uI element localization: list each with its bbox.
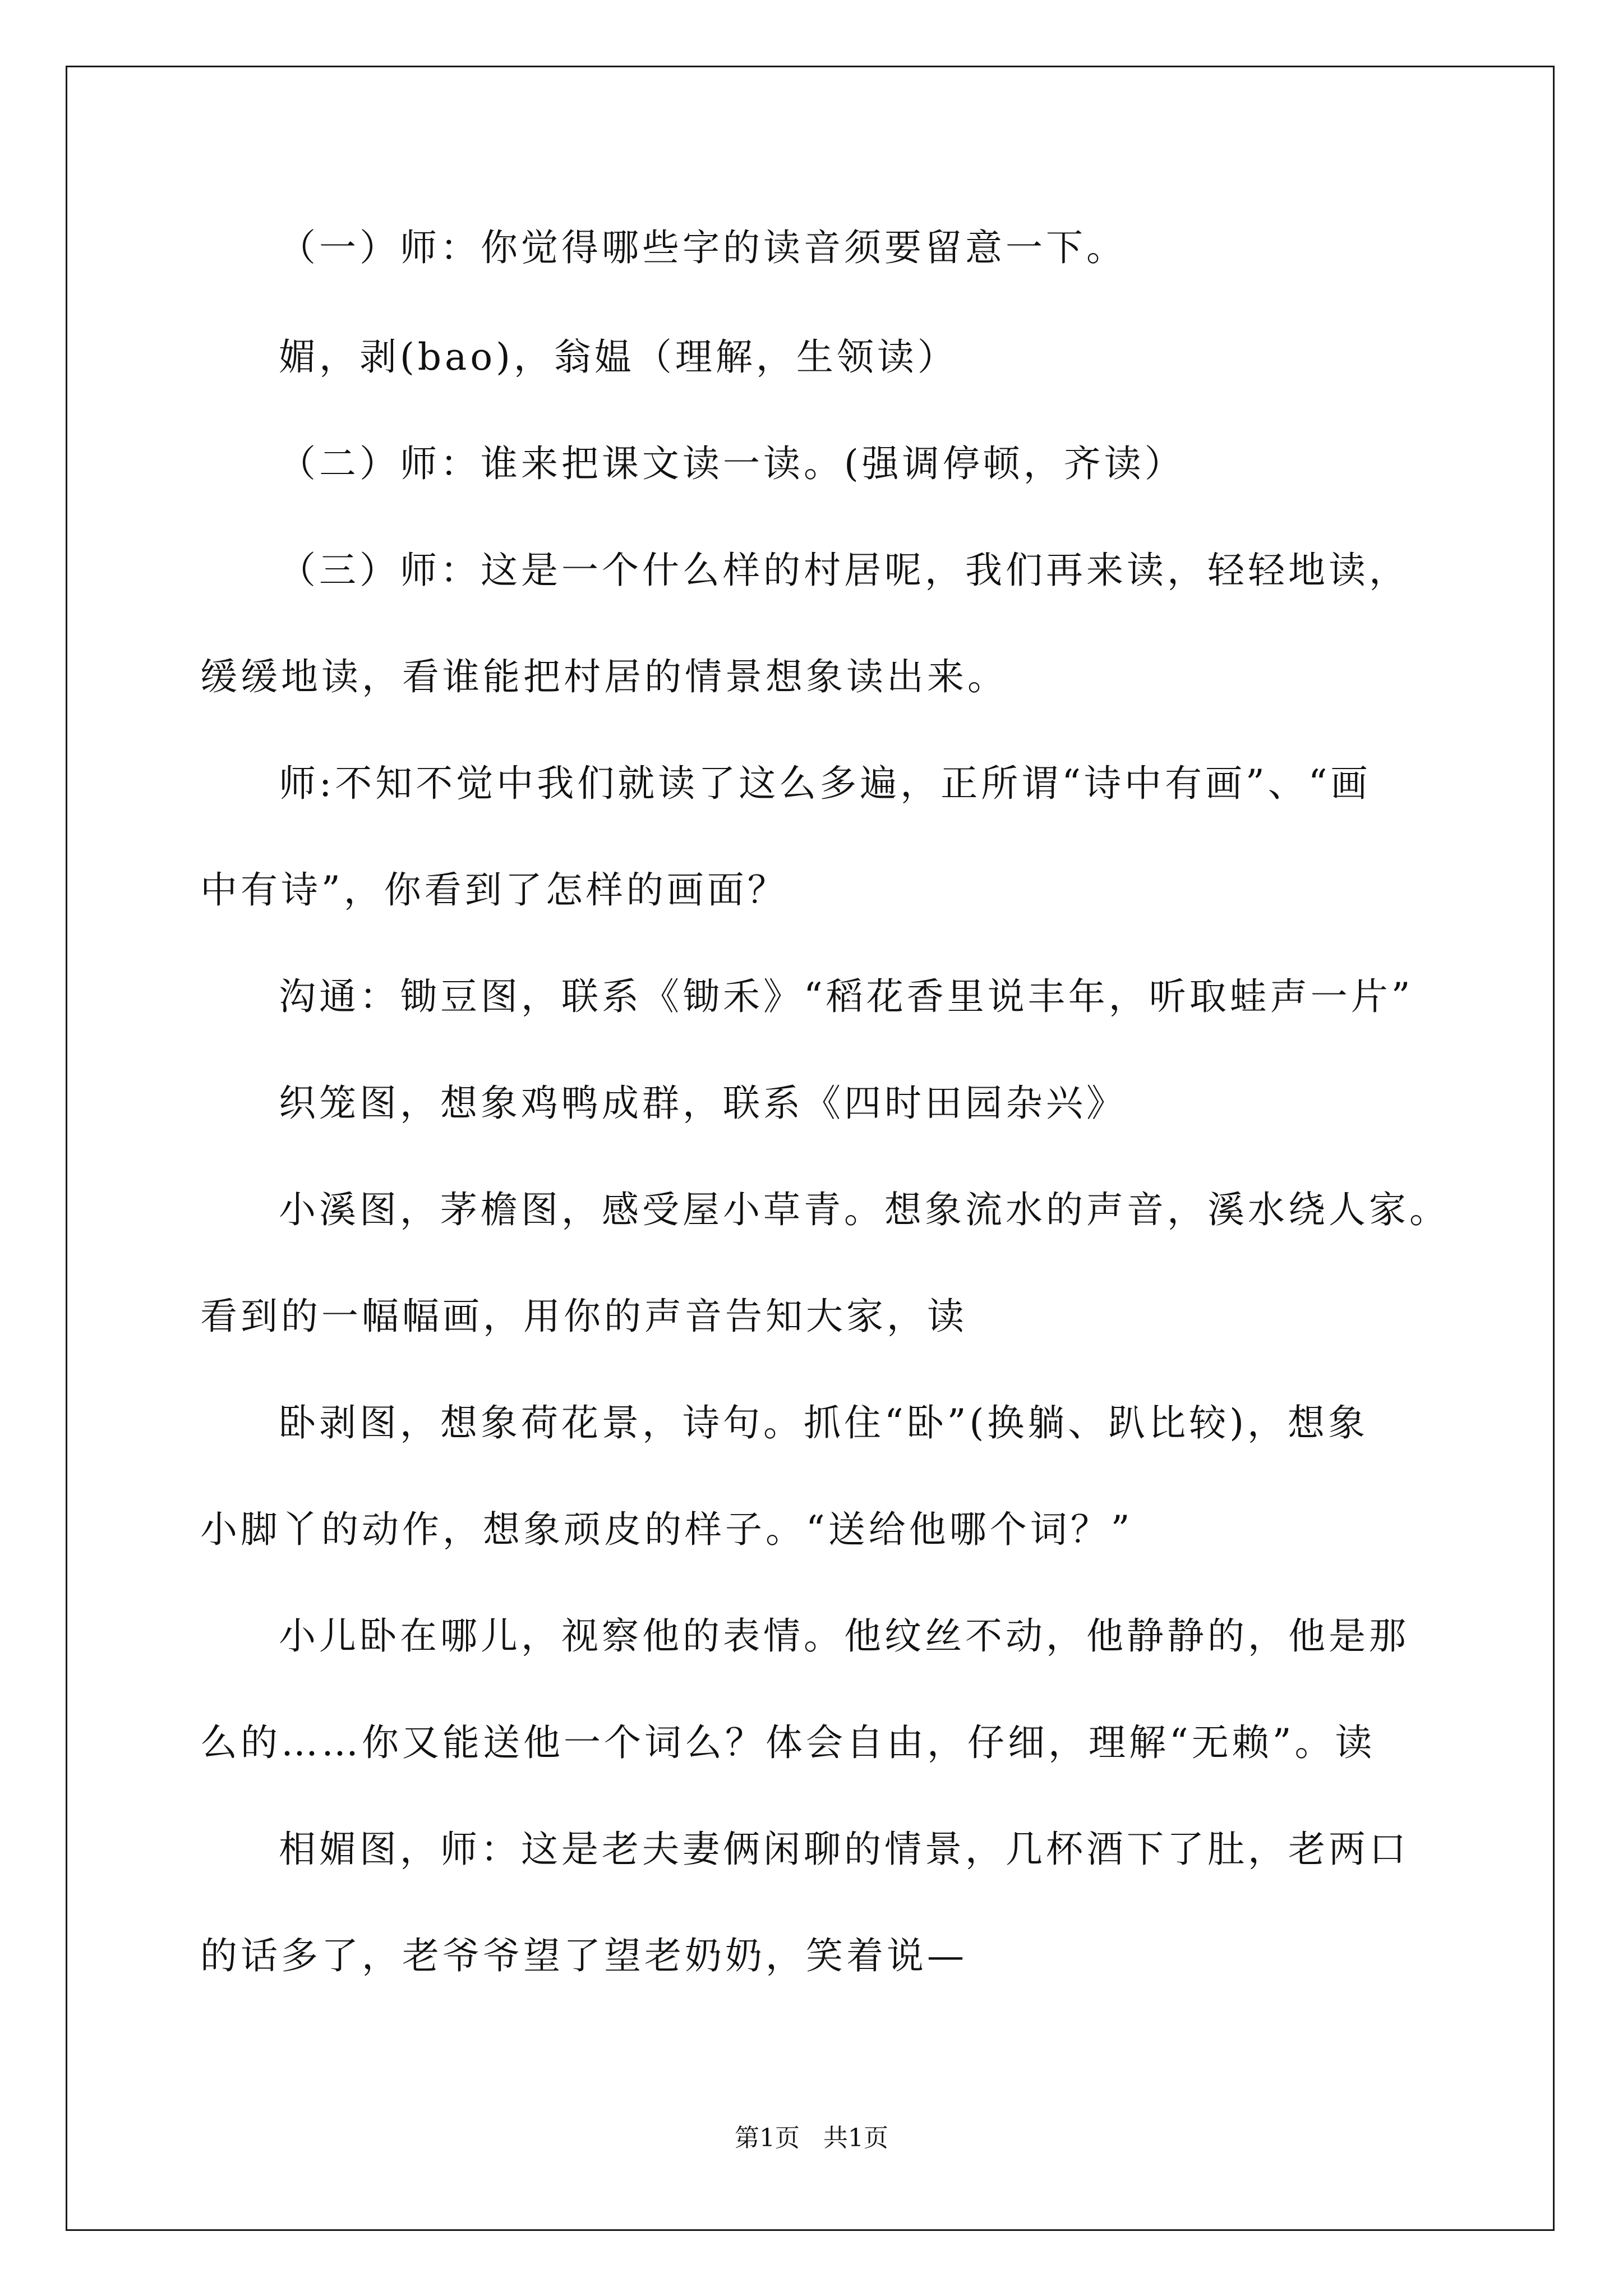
paragraph-line: 中有诗”，你看到了怎样的画面？ <box>200 868 788 912</box>
paragraph-line: 媚，剥(bao)，翁媪（理解，生领读） <box>279 335 958 379</box>
paragraph-line: 相媚图，师：这是老夫妻俩闲聊的情景，几杯酒下了肚，老两口 <box>279 1828 1409 1871</box>
paragraph-line: 小儿卧在哪儿，视察他的表情。他纹丝不动，他静静的，他是那 <box>279 1614 1409 1658</box>
paragraph-line: 小溪图，茅檐图，感受屋小草青。想象流水的声音，溪水绕人家。 <box>279 1188 1450 1231</box>
paragraph-line: （三）师：这是一个什么样的村居呢，我们再来读，轻轻地读， <box>279 549 1409 592</box>
paragraph-line: 沟通：锄豆图，联系《锄禾》“稻花香里说丰年，听取蛙声一片” <box>279 975 1414 1018</box>
page-number: 第1页 <box>735 2124 800 2152</box>
paragraph-line: 小脚丫的动作，想象顽皮的样子。“送给他哪个词？” <box>200 1508 1133 1551</box>
paragraph-line: 师:不知不觉中我们就读了这么多遍，正所谓“诗中有画”、“画 <box>279 762 1371 805</box>
page-border <box>66 66 1555 2231</box>
paragraph-line: 织笼图，想象鸡鸭成群，联系《四时田园杂兴》 <box>279 1082 1127 1125</box>
paragraph-line: 的话多了，老爷爷望了望老奶奶，笑着说— <box>200 1934 967 1977</box>
paragraph-line: 卧剥图，想象荷花景，诗句。抓住“卧”(换躺、趴比较)，想象 <box>279 1401 1368 1444</box>
paragraph-line: 缓缓地读，看谁能把村居的情景想象读出来。 <box>200 655 1008 698</box>
paragraph-line: （一）师：你觉得哪些字的读音须要留意一下。 <box>279 226 1127 269</box>
page-footer <box>0 2123 1623 2154</box>
paragraph-line: 么的……你又能送他一个词么？体会自由，仔细，理解“无赖”。读 <box>200 1721 1376 1764</box>
paragraph-line: 看到的一幅幅画，用你的声音告知大家，读 <box>200 1295 967 1338</box>
page-total: 共1页 <box>823 2124 888 2152</box>
paragraph-line: （二）师：谁来把课文读一读。(强调停顿，齐读） <box>279 442 1185 485</box>
